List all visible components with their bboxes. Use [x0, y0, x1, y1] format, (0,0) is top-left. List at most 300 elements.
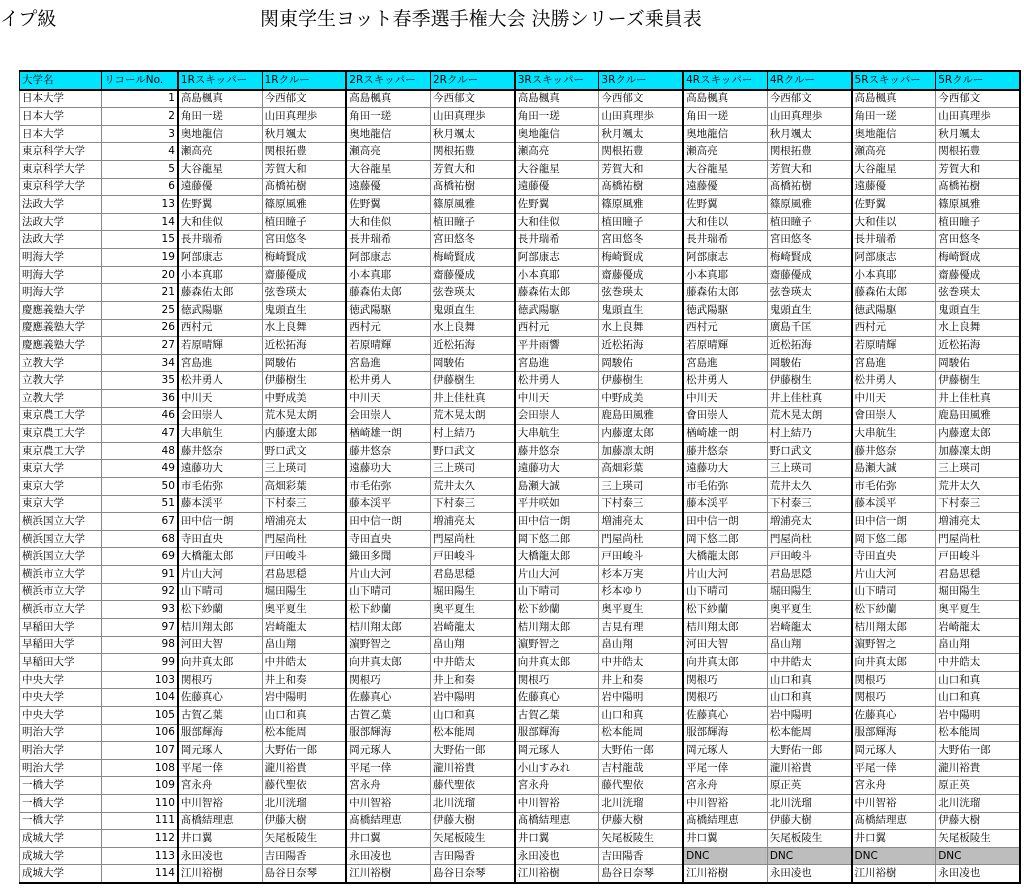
crew-name-cell: 井口翼 [852, 830, 936, 848]
university-cell: 明治大学 [20, 759, 102, 777]
crew-name-cell: 秋月颯太 [599, 125, 683, 143]
recall-number-cell: 99 [102, 654, 178, 672]
university-cell: 成城大学 [20, 830, 102, 848]
crew-name-cell: 佐藤真心 [683, 706, 767, 724]
table-row [20, 724, 1021, 742]
crew-name-cell: 徳武陽駆 [683, 301, 767, 319]
table-row [20, 389, 1021, 407]
recall-number-cell: 2 [102, 108, 178, 126]
university-cell: 早稲田大学 [20, 618, 102, 636]
table-row [20, 372, 1021, 390]
recall-number-cell: 47 [102, 425, 178, 443]
crew-name-cell: 古賀乙葉 [515, 706, 599, 724]
column-header: 1Rクルー [262, 71, 346, 90]
recall-number-cell: 27 [102, 337, 178, 355]
crew-name-cell: 片山大河 [515, 566, 599, 584]
crew-name-cell: 大野佑一郎 [599, 742, 683, 760]
university-cell: 早稲田大学 [20, 636, 102, 654]
recall-number-cell: 26 [102, 319, 178, 337]
university-cell: 横浜市立大学 [20, 583, 102, 601]
crew-name-cell: 井口翼 [178, 830, 262, 848]
crew-name-cell: 岡駿佑 [262, 354, 346, 372]
crew-name-cell: 江川裕樹 [178, 865, 262, 883]
table-row [20, 548, 1021, 566]
university-cell: 成城大学 [20, 847, 102, 865]
crew-name-cell: 吉田陽香 [599, 847, 683, 865]
crew-name-cell: 杉本万実 [599, 566, 683, 584]
crew-name-cell: 大和佳似 [346, 213, 430, 231]
crew-name-cell: 矢尾板陵生 [599, 830, 683, 848]
crew-name-cell: 藤井悠奈 [346, 442, 430, 460]
crew-name-cell: 中川天 [178, 389, 262, 407]
table-row [20, 266, 1021, 284]
crew-name-cell: 門屋尚杜 [767, 530, 851, 548]
university-cell: 東京科学大学 [20, 178, 102, 196]
crew-name-cell: 桔川翔太郎 [515, 618, 599, 636]
crew-name-cell: 水上良舞 [262, 319, 346, 337]
crew-name-cell: 鹿島田風雅 [599, 407, 683, 425]
crew-name-cell: 佐藤真心 [852, 706, 936, 724]
crew-name-cell: 髙橋結理恵 [515, 812, 599, 830]
crew-name-cell: 君島思隠 [767, 566, 851, 584]
crew-name-cell: 植田瞳子 [262, 213, 346, 231]
table-row [20, 830, 1021, 848]
crew-name-cell: 伊藤樹生 [936, 372, 1020, 390]
crew-name-cell: 徳武陽駆 [515, 301, 599, 319]
crew-name-cell: 平井咲如 [515, 495, 599, 513]
table-row [20, 442, 1021, 460]
crew-name-cell: 山口和真 [599, 706, 683, 724]
crew-name-cell: 宮永舟 [683, 777, 767, 795]
university-cell: 中央大学 [20, 706, 102, 724]
crew-name-cell: 松井勇人 [683, 372, 767, 390]
table-row [20, 530, 1021, 548]
crew-name-cell: 佐野翼 [852, 196, 936, 214]
crew-name-cell: 岡駿佑 [936, 354, 1020, 372]
crew-name-cell: 奥地龍信 [515, 125, 599, 143]
crew-name-cell: 島谷日奈琴 [599, 865, 683, 883]
crew-name-cell: 江川裕樹 [852, 865, 936, 883]
crew-name-cell: 梅崎賢成 [431, 249, 515, 267]
crew-name-cell: 奥地龍信 [178, 125, 262, 143]
table-row [20, 460, 1021, 478]
crew-name-cell: 長井瑞希 [515, 231, 599, 249]
crew-name-cell: 寺田直央 [852, 548, 936, 566]
university-cell: 中央大学 [20, 689, 102, 707]
crew-name-cell: 遠藤功大 [178, 460, 262, 478]
crew-name-cell: 岡元琢人 [683, 742, 767, 760]
crew-name-cell: 山口和真 [431, 706, 515, 724]
crew-name-cell: 角田一瑳 [515, 108, 599, 126]
crew-name-cell: 市毛佑弥 [178, 478, 262, 496]
recall-number-cell: 51 [102, 495, 178, 513]
crew-name-cell: 古賀乙葉 [178, 706, 262, 724]
crew-name-cell: 小本真耶 [515, 266, 599, 284]
crew-name-cell: 原正英 [767, 777, 851, 795]
crew-name-cell: 加藤凛太朗 [599, 442, 683, 460]
crew-name-cell: 藤森佑太郎 [515, 284, 599, 302]
crew-name-cell: 関根巧 [178, 671, 262, 689]
table-row [20, 90, 1021, 108]
crew-name-cell: 戸田峻斗 [767, 548, 851, 566]
crew-name-cell: 鬼頭直生 [936, 301, 1020, 319]
crew-name-cell: 藤井悠奈 [178, 442, 262, 460]
recall-number-cell: 114 [102, 865, 178, 883]
crew-name-cell: 関根巧 [515, 671, 599, 689]
crew-name-cell: 小山すみれ [515, 759, 599, 777]
crew-name-cell: 近松拓海 [262, 337, 346, 355]
table-row [20, 812, 1021, 830]
crew-name-cell: 若原晴輝 [683, 337, 767, 355]
crew-name-cell: 髙橋結理恵 [683, 812, 767, 830]
crew-name-cell: 山下晴司 [346, 583, 430, 601]
crew-name-cell: 山下晴司 [683, 583, 767, 601]
crew-name-cell: 瀧川裕貴 [431, 759, 515, 777]
crew-name-cell: 秋月颯太 [936, 125, 1020, 143]
crew-name-cell: 水上良舞 [936, 319, 1020, 337]
crew-name-cell: 若原晴輝 [346, 337, 430, 355]
crew-name-cell: 髙橋祐樹 [936, 178, 1020, 196]
crew-name-cell: 岩中陽明 [431, 689, 515, 707]
crew-name-cell: 小本真耶 [852, 266, 936, 284]
university-cell: 横浜市立大学 [20, 566, 102, 584]
recall-number-cell: 19 [102, 249, 178, 267]
crew-name-cell: 篠原風雅 [262, 196, 346, 214]
recall-number-cell: 92 [102, 583, 178, 601]
column-header: 4Rスキッパー [683, 71, 767, 90]
crew-name-cell: 岩崎龍太 [936, 618, 1020, 636]
crew-name-cell: 芳賀大和 [262, 161, 346, 179]
crew-name-cell: 山口和真 [767, 689, 851, 707]
recall-number-cell: 97 [102, 618, 178, 636]
crew-name-cell: 藤代聖依 [431, 777, 515, 795]
university-cell: 横浜国立大学 [20, 548, 102, 566]
table-row [20, 566, 1021, 584]
crew-name-cell: 村上結乃 [767, 425, 851, 443]
recall-number-cell: 48 [102, 442, 178, 460]
university-cell: 一橋大学 [20, 794, 102, 812]
crew-name-cell: 大谷龍星 [683, 161, 767, 179]
crew-name-cell: 片山大河 [852, 566, 936, 584]
crew-name-cell: 岡下悠二郎 [515, 530, 599, 548]
crew-name-cell: 井口翼 [515, 830, 599, 848]
crew-name-cell: 近松拓海 [599, 337, 683, 355]
crew-name-cell: 藤本渓平 [178, 495, 262, 513]
crew-name-cell: 関根巧 [683, 689, 767, 707]
university-cell: 日本大学 [20, 125, 102, 143]
crew-name-cell: 大串航生 [178, 425, 262, 443]
crew-name-cell: 芳賀大和 [936, 161, 1020, 179]
crew-name-cell: 西村元 [683, 319, 767, 337]
crew-name-cell: 瀬高亮 [683, 143, 767, 161]
crew-name-cell: 平尾一倖 [178, 759, 262, 777]
crew-name-cell: 藤井悠奈 [683, 442, 767, 460]
crew-name-cell: 岡駿佑 [599, 354, 683, 372]
crew-name-cell: 奥地龍信 [346, 125, 430, 143]
crew-name-cell: 宮島進 [852, 354, 936, 372]
crew-name-cell: 藤井悠奈 [852, 442, 936, 460]
recall-number-cell: 107 [102, 742, 178, 760]
table-header [20, 71, 1021, 90]
crew-name-cell: 徳武陽駆 [852, 301, 936, 319]
recall-number-cell: 111 [102, 812, 178, 830]
crew-name-cell: 遠藤優 [683, 178, 767, 196]
table-row [20, 108, 1021, 126]
crew-name-cell: 今西郁文 [599, 90, 683, 108]
crew-name-cell: 井口翼 [346, 830, 430, 848]
crew-name-cell: 増浦亮太 [936, 513, 1020, 531]
crew-name-cell: 戸田峻斗 [262, 548, 346, 566]
crew-name-cell: 荒井太久 [431, 478, 515, 496]
crew-name-cell: 服部輝海 [515, 724, 599, 742]
crew-name-cell: 江川裕樹 [683, 865, 767, 883]
crew-name-cell: 北川洸瑠 [262, 794, 346, 812]
crew-name-cell: 山口和真 [936, 671, 1020, 689]
table-row [20, 125, 1021, 143]
crew-name-cell: 三上瑛司 [431, 460, 515, 478]
recall-number-cell: 15 [102, 231, 178, 249]
crew-name-cell: 井上和奏 [431, 671, 515, 689]
crew-name-cell: 弦巻瑛太 [262, 284, 346, 302]
column-header: リコールNo. [102, 71, 178, 90]
crew-name-cell: 鬼頭直生 [767, 301, 851, 319]
recall-number-cell: 3 [102, 125, 178, 143]
crew-name-cell: 山下晴司 [178, 583, 262, 601]
crew-name-cell: 畠山翔 [599, 636, 683, 654]
crew-name-cell: 齋藤優成 [431, 266, 515, 284]
crew-name-cell: 関根拓豊 [767, 143, 851, 161]
crew-name-cell: 関根巧 [346, 671, 430, 689]
crew-name-cell: 永田凌也 [178, 847, 262, 865]
crew-name-cell: 大野佑一郎 [262, 742, 346, 760]
crew-name-cell: 野口武文 [431, 442, 515, 460]
crew-name-cell: 君島思穏 [936, 566, 1020, 584]
crew-name-cell: 井上佳杜真 [431, 389, 515, 407]
crew-name-cell: 畠山翔 [262, 636, 346, 654]
crew-name-cell: 會田崇人 [852, 407, 936, 425]
crew-name-cell: 髙橋結理恵 [852, 812, 936, 830]
crew-name-cell: 佐藤真心 [515, 689, 599, 707]
university-cell: 立教大学 [20, 354, 102, 372]
crew-name-cell: 篠原風雅 [936, 196, 1020, 214]
recall-number-cell: 106 [102, 724, 178, 742]
crew-name-cell: 関根拓豊 [431, 143, 515, 161]
crew-name-cell: 今西郁文 [767, 90, 851, 108]
crew-name-cell: 宮島進 [178, 354, 262, 372]
crew-name-cell: 松下紗蘭 [178, 601, 262, 619]
crew-name-cell: 藤森佑太郎 [683, 284, 767, 302]
crew-name-cell: 中井皓太 [599, 654, 683, 672]
crew-name-cell: 戸田峻斗 [431, 548, 515, 566]
recall-number-cell: 4 [102, 143, 178, 161]
crew-name-cell: 長井瑞希 [178, 231, 262, 249]
crew-name-cell: 藤森佑太郎 [852, 284, 936, 302]
crew-name-cell: 内藤遼太郎 [262, 425, 346, 443]
recall-number-cell: 13 [102, 196, 178, 214]
crew-name-cell: 佐野翼 [178, 196, 262, 214]
class-label: イプ級 [0, 8, 57, 30]
table-row [20, 337, 1021, 355]
crew-name-cell: 大谷龍星 [346, 161, 430, 179]
recall-number-cell: 1 [102, 90, 178, 108]
crew-name-cell: 阿部康志 [683, 249, 767, 267]
crew-name-cell: 大串航生 [515, 425, 599, 443]
crew-name-cell: 三上瑛司 [262, 460, 346, 478]
crew-name-cell: 濵野智之 [346, 636, 430, 654]
crew-name-cell: 遠藤優 [178, 178, 262, 196]
university-cell: 一橋大学 [20, 812, 102, 830]
crew-name-cell: 北川洸瑠 [599, 794, 683, 812]
crew-name-cell: 桔川翔太郎 [683, 618, 767, 636]
crew-name-cell: 秋月颯太 [767, 125, 851, 143]
university-cell: 東京農工大学 [20, 425, 102, 443]
crew-name-cell: 島瀬大誠 [515, 478, 599, 496]
crew-name-cell: 向井真太郎 [852, 654, 936, 672]
crew-name-cell: 宮島進 [515, 354, 599, 372]
crew-name-cell: 藤代聖依 [599, 777, 683, 795]
table-row [20, 706, 1021, 724]
crew-name-cell: 中川天 [852, 389, 936, 407]
crew-name-cell: 小本真耶 [178, 266, 262, 284]
crew-name-cell: 遠藤功大 [683, 460, 767, 478]
crew-name-cell: 宮田悠冬 [262, 231, 346, 249]
column-header: 3Rスキッパー [515, 71, 599, 90]
recall-number-cell: 110 [102, 794, 178, 812]
crew-name-cell: 北川洸瑠 [767, 794, 851, 812]
crew-name-cell: 寺田直央 [346, 530, 430, 548]
crew-name-cell: 宮島進 [346, 354, 430, 372]
table-row [20, 196, 1021, 214]
crew-name-cell: 奥平夏生 [262, 601, 346, 619]
crew-name-cell: 岡下悠二郎 [683, 530, 767, 548]
university-cell: 法政大学 [20, 213, 102, 231]
crew-name-cell: 大谷龍星 [178, 161, 262, 179]
crew-name-cell: 中野成美 [262, 389, 346, 407]
crew-name-cell: 小本真耶 [346, 266, 430, 284]
crew-name-cell: 服部輝海 [346, 724, 430, 742]
table-row [20, 213, 1021, 231]
table-row [20, 865, 1021, 883]
recall-number-cell: 46 [102, 407, 178, 425]
crew-name-cell: 市毛佑弥 [683, 478, 767, 496]
crew-name-cell: DNC [683, 847, 767, 865]
crew-name-cell: 植田瞳子 [599, 213, 683, 231]
crew-name-cell: 中井皓太 [262, 654, 346, 672]
crew-name-cell: 藤本渓平 [346, 495, 430, 513]
crew-name-cell: 梅崎賢成 [262, 249, 346, 267]
crew-name-cell: 矢尾板陵生 [431, 830, 515, 848]
crew-name-cell: 長井瑞希 [852, 231, 936, 249]
university-cell: 東京大学 [20, 460, 102, 478]
crew-name-cell: 伊藤大樹 [262, 812, 346, 830]
crew-name-cell: 松下紗蘭 [346, 601, 430, 619]
header-row [20, 71, 1021, 90]
crew-name-cell: 會田崇人 [683, 407, 767, 425]
university-cell: 立教大学 [20, 389, 102, 407]
crew-name-cell: 植田瞳子 [936, 213, 1020, 231]
crew-name-cell: 関根巧 [852, 689, 936, 707]
crew-name-cell: 中川智裕 [346, 794, 430, 812]
crew-name-cell: 山田真理歩 [767, 108, 851, 126]
crew-name-cell: 遠藤優 [346, 178, 430, 196]
crew-name-cell: 大橋龍太郎 [515, 548, 599, 566]
table-row [20, 636, 1021, 654]
crew-name-cell: 大和佳以 [683, 213, 767, 231]
crew-name-cell: 吉村龍哉 [599, 759, 683, 777]
crew-name-cell: 宮永舟 [346, 777, 430, 795]
crew-name-cell: 中川智裕 [852, 794, 936, 812]
crew-name-cell: 矢尾板陵生 [767, 830, 851, 848]
crew-name-cell: 大野佑一郎 [767, 742, 851, 760]
crew-name-cell: 高島楓真 [683, 90, 767, 108]
crew-name-cell: 島瀬大誠 [852, 460, 936, 478]
recall-number-cell: 35 [102, 372, 178, 390]
recall-number-cell: 5 [102, 161, 178, 179]
table-row [20, 143, 1021, 161]
crew-name-cell: 荒木晃太朗 [767, 407, 851, 425]
crew-name-cell: 岡駿佑 [767, 354, 851, 372]
crew-name-cell: 廣島千匡 [767, 319, 851, 337]
crew-name-cell: 髙橋祐樹 [599, 178, 683, 196]
crew-name-cell: 瀬高亮 [346, 143, 430, 161]
crew-name-cell: 畠山翔 [936, 636, 1020, 654]
crew-name-cell: 三上瑛司 [767, 460, 851, 478]
crew-name-cell: 梅崎賢成 [599, 249, 683, 267]
table-row [20, 407, 1021, 425]
crew-name-cell: 秋月颯太 [431, 125, 515, 143]
recall-number-cell: 67 [102, 513, 178, 531]
crew-name-cell: 佐野翼 [346, 196, 430, 214]
crew-name-cell: 西村元 [852, 319, 936, 337]
crew-name-cell: 瀬高亮 [515, 143, 599, 161]
crew-name-cell: 濵野智之 [515, 636, 599, 654]
crew-name-cell: 畠山翔 [767, 636, 851, 654]
crew-name-cell: 向井真太郎 [346, 654, 430, 672]
table-row [20, 495, 1021, 513]
university-cell: 立教大学 [20, 372, 102, 390]
crew-name-cell: 近松拓海 [936, 337, 1020, 355]
crew-name-cell: 大谷龍星 [852, 161, 936, 179]
table-row [20, 618, 1021, 636]
crew-name-cell: 岩崎龍太 [262, 618, 346, 636]
crew-name-cell: 岡元琢人 [515, 742, 599, 760]
university-cell: 法政大学 [20, 196, 102, 214]
crew-name-cell: 山口和真 [767, 671, 851, 689]
crew-name-cell: 宮永舟 [515, 777, 599, 795]
crew-name-cell: 山田真理歩 [431, 108, 515, 126]
crew-name-cell: 西村元 [178, 319, 262, 337]
university-cell: 東京大学 [20, 478, 102, 496]
recall-number-cell: 109 [102, 777, 178, 795]
crew-name-cell: 服部輝海 [852, 724, 936, 742]
crew-name-cell: 長井瑞希 [346, 231, 430, 249]
table-row [20, 654, 1021, 672]
crew-name-cell: 奥平夏生 [936, 601, 1020, 619]
university-cell: 明海大学 [20, 249, 102, 267]
crew-name-cell: 井上佳杜真 [767, 389, 851, 407]
crew-name-cell: 奥平夏生 [767, 601, 851, 619]
crew-name-cell: 三上瑛司 [599, 478, 683, 496]
crew-name-cell: 堀田陽生 [262, 583, 346, 601]
recall-number-cell: 104 [102, 689, 178, 707]
crew-name-cell: 佐藤真心 [346, 689, 430, 707]
crew-name-cell: 島谷日奈琴 [431, 865, 515, 883]
crew-name-cell: 大和佳似 [515, 213, 599, 231]
recall-number-cell: 112 [102, 830, 178, 848]
crew-name-cell: 瀧川裕貴 [262, 759, 346, 777]
crew-name-cell: 宮田悠冬 [936, 231, 1020, 249]
crew-name-cell: 髙橋祐樹 [767, 178, 851, 196]
